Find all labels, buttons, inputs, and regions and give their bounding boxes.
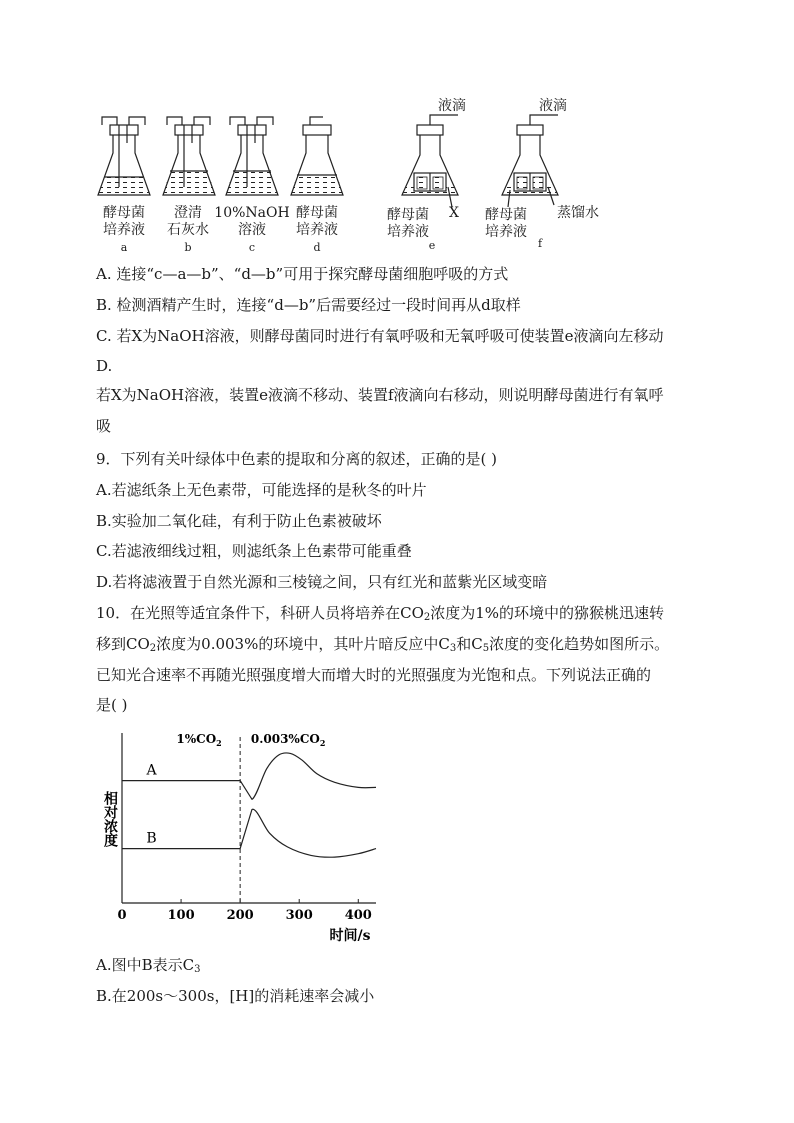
q8-option-d-line2: 吸 — [96, 417, 112, 435]
region-label-1pct — [176, 732, 221, 748]
flask-d-letter: d — [313, 241, 321, 254]
flask-b-label2: 石灰水 — [167, 222, 209, 238]
region-label-0003pct — [251, 732, 326, 748]
q10-stem-2c: 浓度为0.003%的环境中，其叶片暗反应中C — [156, 635, 450, 653]
flask-c — [226, 117, 278, 195]
q10-stem-2b: 2 — [149, 643, 157, 654]
region-2-sub: 2 — [319, 738, 326, 748]
flask-a — [98, 117, 150, 195]
q9-option-c: C.若滤液细线过粗，则滤纸条上色素带可能重叠 — [96, 542, 412, 560]
flask-d-label2: 培养液 — [296, 222, 338, 238]
x-tick-label: 0 — [117, 908, 127, 923]
q9-option-d: D.若将滤液置于自然光源和三棱镜之间，只有红光和蓝紫光区域变暗 — [96, 573, 548, 591]
q10-stem-line4: 是( ) — [96, 696, 128, 714]
flask-e-drop-label: 液滴 — [438, 98, 466, 114]
q10-stem-2f: 5 — [482, 643, 490, 654]
q10-stem-2d: 3 — [449, 643, 457, 654]
flask-a-label2: 培养液 — [103, 222, 145, 238]
q10-stem-2e: 和C — [456, 635, 483, 653]
series-label-B: B — [146, 830, 157, 847]
flask-b — [163, 117, 215, 195]
x-tick-label: 100 — [167, 908, 195, 923]
flask-f-drop-label: 液滴 — [539, 98, 567, 114]
concentration-chart — [96, 725, 396, 945]
q10-stem-1b: 2 — [423, 612, 431, 623]
q10-option-a — [96, 955, 200, 975]
flask-c-letter: c — [248, 241, 256, 254]
chart-svg — [96, 725, 396, 945]
q10-option-a-text: A.图中B表示C — [96, 956, 195, 974]
flask-e-label1: 酵母菌 — [387, 207, 429, 223]
q10-stem-2a: 移到CO — [96, 635, 150, 653]
q8-option-b: B. 检测酒精产生时，连接“d—b”后需要经过一段时间再从d取样 — [96, 296, 521, 314]
series-line-A — [122, 753, 376, 799]
flask-e — [402, 115, 458, 207]
q10-stem-2g: 浓度的变化趋势如图所示。 — [489, 635, 670, 653]
flask-f-label1: 酵母菌 — [485, 207, 527, 223]
flask-c-label2: 溶液 — [238, 222, 266, 238]
flask-f — [502, 115, 558, 207]
q10-stem-line1 — [96, 603, 664, 623]
q10-stem-line3: 已知光合速率不再随光照强度增大而增大时的光照强度为光饱和点。下列说法正确的 — [96, 666, 652, 684]
q8-option-c: C. 若X为NaOH溶液，则酵母菌同时进行有氧呼吸和无氧呼吸可使装置e液滴向左移动 — [96, 327, 664, 345]
flask-d-label1: 酵母菌 — [296, 205, 338, 221]
region-1-main: 1%CO — [176, 732, 217, 746]
flask-e-letter: e — [428, 239, 436, 252]
x-tick-label: 300 — [285, 908, 313, 923]
flask-a-letter: a — [120, 241, 128, 254]
q10-option-b: B.在200s～300s，[H]的消耗速率会减小 — [96, 987, 375, 1005]
region-2-main: 0.003%CO — [250, 732, 320, 746]
q8-option-a: A. 连接“c—a—b”、“d—b”可用于探究酵母菌细胞呼吸的方式 — [96, 265, 509, 283]
flask-b-letter: b — [184, 241, 192, 254]
q10-stem-1c: 浓度为1%的环境中的猕猴桃迅速转 — [430, 604, 665, 622]
flask-b-label1: 澄清 — [174, 205, 202, 221]
series-line-B — [122, 809, 376, 857]
x-tick-label: 200 — [226, 908, 254, 923]
x-tick-label: 400 — [344, 908, 372, 923]
q10-option-a-sub: 3 — [194, 964, 201, 975]
q8-option-d-line1: 若X为NaOH溶液，装置e液滴不移动、装置f液滴向右移动，则说明酵母菌进行有氧呼 — [96, 386, 664, 404]
flask-f-label2: 培养液 — [485, 224, 527, 240]
q10-stem-1a: 10．在光照等适宜条件下，科研人员将培养在CO — [96, 604, 424, 622]
q10-stem-line2 — [96, 634, 669, 654]
flask-f-letter: f — [537, 237, 543, 250]
q9-stem: 9．下列有关叶绿体中色素的提取和分离的叙述，正确的是( ) — [96, 450, 498, 468]
x-axis-label: 时间/s — [329, 928, 371, 944]
apparatus-figure — [90, 95, 610, 255]
series-label-A: A — [146, 762, 157, 779]
series-group — [122, 753, 376, 857]
q8-option-d-label: D. — [96, 357, 113, 375]
flask-e-label2: 培养液 — [387, 224, 429, 240]
flask-a-label1: 酵母菌 — [103, 205, 145, 221]
region-1-sub: 2 — [216, 738, 222, 748]
q9-option-b: B.实验加二氧化硅，有利于防止色素被破坏 — [96, 512, 382, 530]
flask-d — [291, 117, 343, 195]
flask-f-side-label: 蒸馏水 — [557, 205, 599, 221]
flask-e-side-label: X — [449, 205, 459, 221]
flask-c-label1: 10%NaOH — [214, 205, 290, 221]
y-axis-label: 相对浓度 — [102, 791, 118, 847]
q9-option-a: A.若滤纸条上无色素带，可能选择的是秋冬的叶片 — [96, 481, 427, 499]
